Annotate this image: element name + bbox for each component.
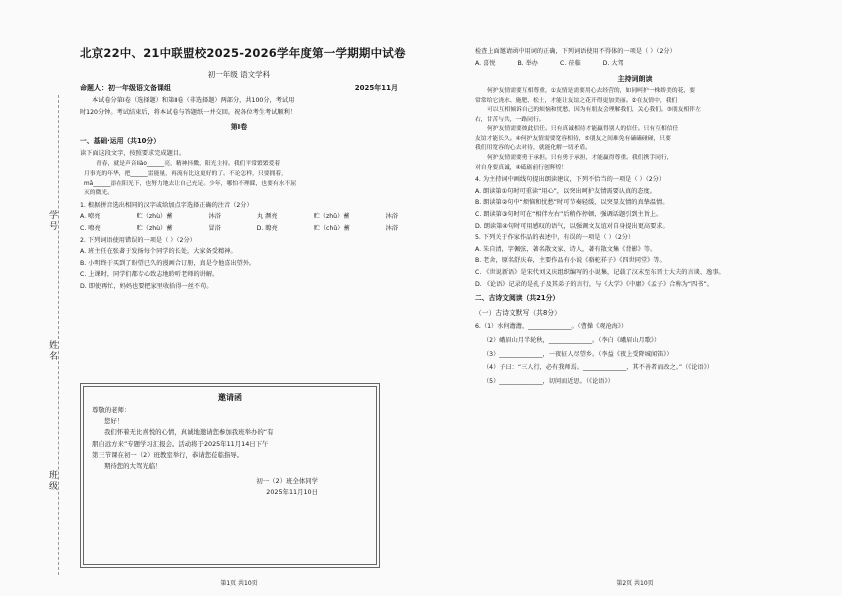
question-5-option-a: A. 朱自清，字佩弦，著名散文家、诗人，著有散文集《背影》等。 [475,245,657,253]
invitation-signature: 初一（2）班全体同学 [256,477,318,486]
invitation-heading: 邀请函 [218,393,242,402]
invitation-salutation: 尊敬的老师： [92,406,131,414]
host-script-line: 右，甘苦与共，一路同行。 [475,116,545,123]
option-text: 冒浴 [208,224,221,232]
question-6-item: 6.（1）水何澹澹，______________。（曹操《观沧海》） [475,323,628,331]
author-row [80,83,398,94]
passage-line: 月事光的年华，把______雷能量，再流有比这更好的了。不论怎样，只要拥着， [84,171,287,178]
host-script-line: 何护友情需要互相尊重，①友情是需要用心去经营的，如同呵护一株娇美的花，要 [487,88,696,95]
question-2-option-a: A. 班主任在张著于发扬每个同学的长处，大家备受精神。 [80,248,237,256]
host-script-line: 可以互相倾诉自己的烦恼和忧愁，因为有朋友会理解我们，关心我们。③朋友相伴左 [487,107,701,114]
option-text: 贮（zhù）蓄 [136,213,173,221]
question-5-option-c: C. 《世说新语》是宋代刘义庆组织编写的小说集，记载了汉末至东晋士大夫的言谈、逸事。 [475,269,725,276]
author: 命题人：初一年级语文备课组 [80,84,171,93]
right-page [475,45,795,587]
question-4-option-c: C. 朗读第③句时可在“相伴左右”后稍作停顿，强调话题引到主旨上。 [475,210,663,218]
question-2-option-c: C. 上课时，同学们都专心致志地聆听老师的讲解。 [80,271,219,279]
invitation-date: 2025年11月10日 [266,488,318,497]
option-text: A. 嘹亮 [80,213,101,221]
reading-passage [84,160,398,198]
section-one-heading: 一、基础·运用（共10分） [80,137,161,146]
option-text: 沐浴 [385,213,398,221]
question-6-item: （3）______________，一夜征人尽望乡。（李益《夜上受降城闻笛》） [483,350,673,358]
invitation-letter [80,383,380,568]
option-text: B. 举办 [517,59,538,67]
exam-title: 北京22中、21中联盟校2025-2026学年度第一学期期中试卷 [80,46,406,60]
question-6-item: （2）峨眉山月半轮秋，______________。（李白《峨眉山月歌》） [483,336,661,344]
host-script-line: 对自身要真诚，④砥砺前行创辉煌！ [475,164,568,171]
section-two-heading: 二、古诗文阅读（共21分） [475,294,560,303]
instructions-line-1: 本试卷分第Ⅰ卷（选择题）和第Ⅱ卷（非选择题）两部分，共100分，考试用 [92,97,295,105]
student-id-label: 学号 [47,210,57,232]
option-text: C. 嘹亮 [80,224,101,232]
exam-subtitle: 初一年级 语文学科 [207,69,271,79]
question-3-options [475,59,795,69]
passage-line: mā______添在阳光下，也努力地去让自己充足。少年，哪怕不理睬，也要有水不屈 [84,180,297,187]
question-5: 5. 下列关于作家作品的表述中，有误的一项是（ ）（2分） [475,234,635,242]
question-5-option-d: D. 《论语》记录的是孔子及其弟子的言行，与《大学》《中庸》《孟子》合称为“四书”。 [475,280,713,288]
option-text: D. 瞭亮 [256,224,278,232]
question-4-option-b: B. 朗读第②句中“烦恼和忧愁”时可节奏轻缓，以突显友情的真挚温情。 [475,199,669,207]
host-script-line: 我们用宽容的心去对待，就能化解一切矛盾。 [475,145,591,152]
host-script-title: 主持词朗读 [617,75,653,84]
question-6-item: （4）子曰：“三人行，必有我师焉。______________，其不善者而改之。”（《论语》） [483,364,713,372]
reading-intro: 读下面这段文字，按照要求完成题目。 [80,149,186,157]
invitation-body: 第三节课在初一（2）班教室举行，恭请您莅临指导。 [92,450,244,459]
part-one-heading: 第Ⅰ卷 [230,122,248,131]
host-script-line: 何护友情需要彼此信任。只有真诚相待才能赢得别人的信任。只有互相信任 [487,126,679,133]
option-text: 贮（zhù）蓄 [136,224,173,232]
host-script-line: 何护友情需要勇于承担。只有勇于承担，才能赢得尊重。我们携手同行， [487,155,673,161]
class-label: 班级 [47,470,57,492]
option-text: 沐浴 [385,224,398,232]
host-script [475,87,795,173]
question-1-options-cd [80,224,398,234]
page-footer: 第2页 共10页 [616,580,654,587]
invitation-body: 朋自远方来”专题学习汇报会。活动将于2025年11月14日下午 [92,439,269,448]
subsection-heading: （一）古诗文默写（共8分） [475,308,561,317]
option-text: 丸 濒亮 [256,213,278,221]
invitation-greeting: 您好！ [104,417,124,426]
question-1-options-ab [80,212,398,222]
question-2-option-d: D. 即使再忙，妈妈也要把家里收拾得一丝不苟。 [80,283,213,290]
question-4-option-d: D. 朗读第④句时可用感叹的语气，以强调文友谊对自身提出更高要求。 [475,222,669,230]
left-page [80,45,406,587]
option-text: 沐浴 [208,213,221,221]
question-4: 4. 为主持词中画线句提出朗读建议，下列不恰当的一项是（ ）（2分） [475,176,666,184]
passage-line: 青春，就是声音liào______亮，精神抖擞，阳光主持。我们平常繁繁爱着 [96,161,281,168]
question-4-option-a: A. 朗读第①句时可重读“用心”，以突出呵护友情需要认真的态度。 [475,187,656,195]
question-2-option-b: B. 小明终于买到了盼望已久的漫画合订册，真是令他喜出望外。 [80,259,256,267]
page-footer: 第1页 共10页 [220,580,258,587]
exam-date: 2025年11月 [354,84,398,93]
instructions-line-2: 时120分钟。考试结束后，将本试卷与答题纸一并交回。祝各位考生考试顺利！ [80,108,296,116]
question-3: 检查上面邀请函中用词的正确，下列词语使用不得体的一项是（ ）（2分） [475,48,676,55]
host-script-line: 常常给它浇水、施肥、松土，才能让友谊之花开得更加美丽。②在友情中，我们 [475,97,678,104]
binding-line [58,95,59,575]
student-name-label: 姓名 [47,340,57,362]
option-text: A. 喜悦 [475,59,496,67]
question-1: 1. 根据拼音选出相同的汉字或给加点字选择正确的注音（2分） [80,201,253,209]
invitation-closing: 期待您的大驾光临！ [104,462,162,471]
invitation-body: 我们怀着无比喜悦的心情，真诚地邀请您参加我班举办的“有 [104,428,274,437]
option-text: D. 大驾 [602,59,624,67]
question-5-option-b: B. 老舍，原名舒庆春，主要作品有小说《骆驼祥子》《四世同堂》等。 [475,257,666,265]
host-script-line: 友谊才能长久。④何护友情需要宽容相待，⑤朋友之间难免有磕磕碰碰，只要 [475,135,671,142]
option-text: C. 莅临 [560,59,581,67]
option-text: 贮（chǔ）蓄 [313,224,350,232]
passage-line: 灭的微光。 [84,190,113,197]
question-6-item: （5）______________，切问而近思。（《论语》） [483,377,614,385]
question-2: 2. 下列词语使用错误的一项是（ ）（2分） [80,236,196,244]
option-text: 贮（zhǔ）蓄 [313,213,350,221]
